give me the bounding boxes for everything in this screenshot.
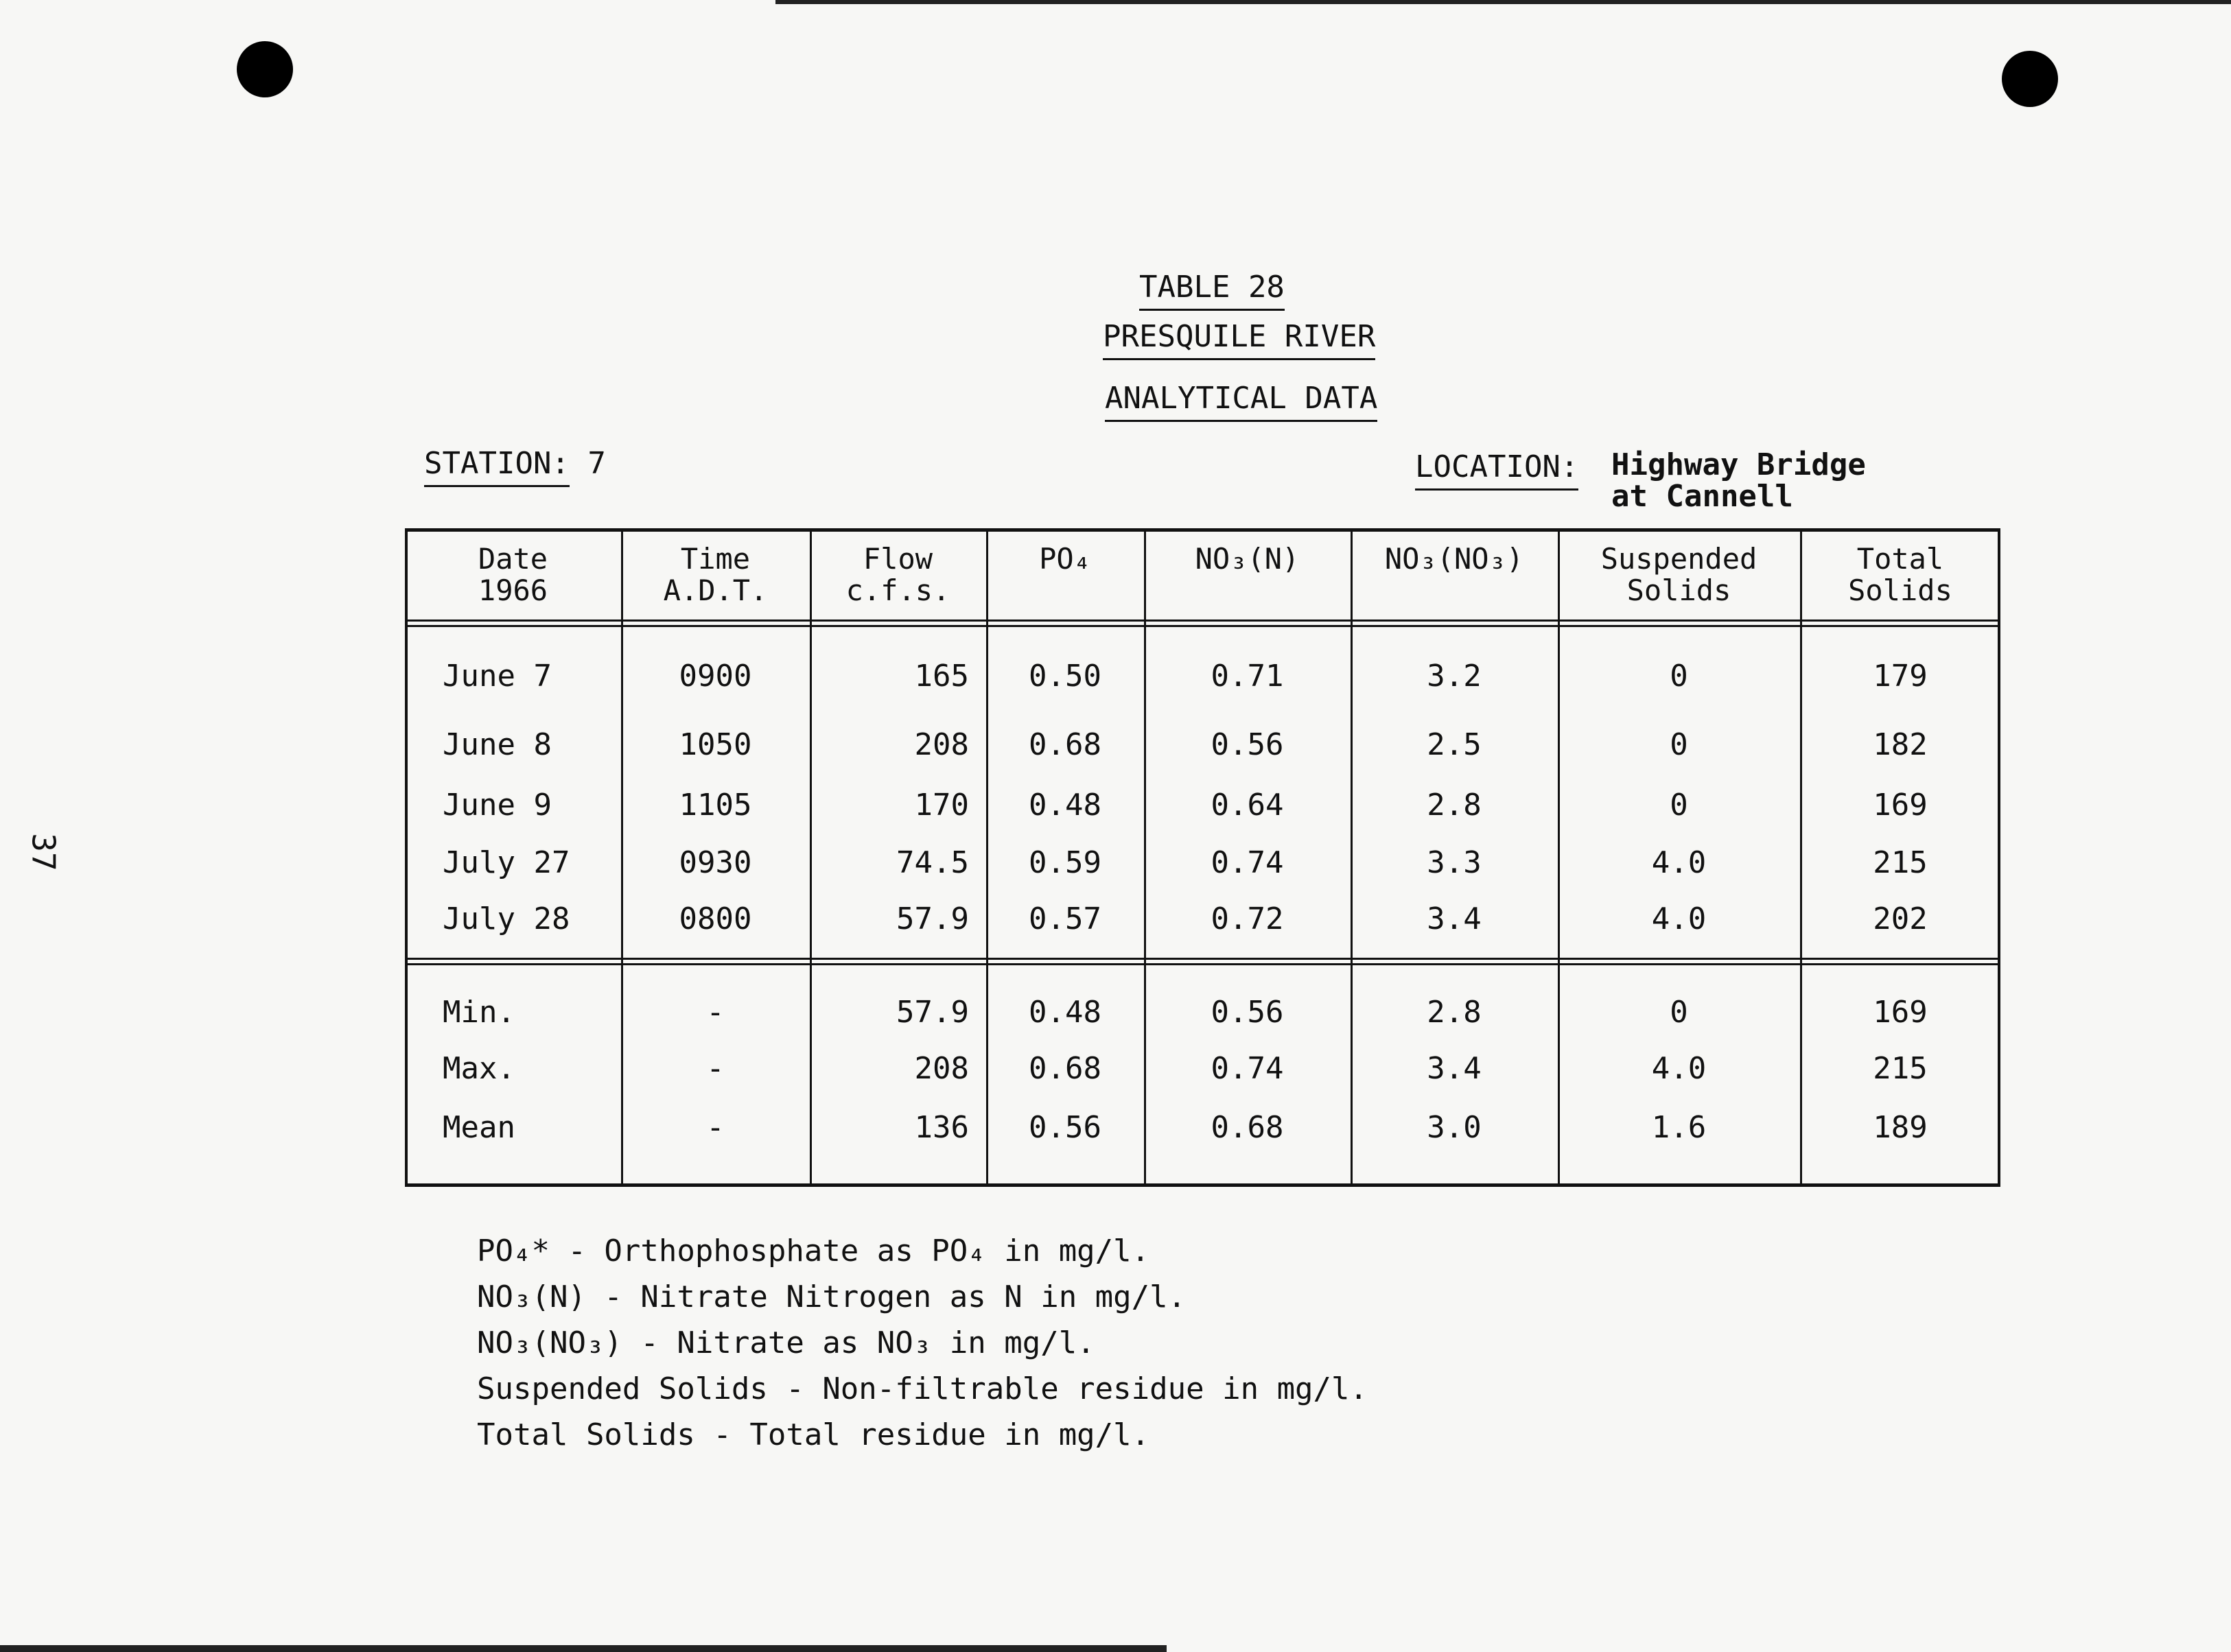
summary-cell-no3-n: 0.68 — [1211, 1110, 1284, 1145]
header-time: Time A.D.T. — [663, 542, 768, 607]
rows-cell-total-solids: 182 — [1873, 727, 1928, 762]
summary-cell-po4: 0.48 — [1029, 995, 1101, 1030]
page-edge-bottom — [0, 1645, 1167, 1652]
rows-cell-total-solids: 179 — [1873, 659, 1928, 694]
river-name — [1103, 319, 1375, 354]
table-number-text: TABLE 28 — [1139, 270, 1285, 311]
analytical-data-table — [405, 528, 2000, 1187]
punch-hole-right — [2002, 51, 2058, 107]
rows-cell-date: June 9 — [443, 788, 552, 823]
rows-cell-po4: 0.57 — [1029, 901, 1101, 936]
rows-cell-no3-n: 0.64 — [1211, 788, 1284, 823]
rows-cell-time: 1050 — [679, 727, 752, 762]
table-subtitle — [1105, 381, 1377, 416]
rows-cell-total-solids: 169 — [1873, 788, 1928, 823]
summary-rule-2 — [405, 963, 2000, 965]
rows-cell-po4: 0.50 — [1029, 659, 1101, 694]
table-border-top — [405, 528, 2000, 532]
footnote-line: NO₃(N) - Nitrate Nitrogen as N in mg/l. — [477, 1279, 1187, 1314]
summary-cell-total-solids: 169 — [1873, 995, 1928, 1030]
header-no3-no3: NO₃(NO₃) — [1384, 542, 1524, 576]
rows-cell-flow: 208 — [914, 727, 969, 762]
summary-cell-date: Min. — [443, 995, 515, 1030]
rows-cell-total-solids: 202 — [1873, 901, 1928, 936]
summary-cell-flow: 57.9 — [896, 995, 969, 1030]
footnote-line: Total Solids - Total residue in mg/l. — [477, 1417, 1150, 1452]
rows-cell-no3-no3: 3.2 — [1427, 659, 1482, 694]
summary-cell-suspended-solids: 4.0 — [1651, 1051, 1707, 1086]
summary-cell-total-solids: 189 — [1873, 1110, 1928, 1145]
location-label: LOCATION: — [1415, 449, 1578, 491]
rows-cell-no3-no3: 3.4 — [1427, 901, 1482, 936]
rows-cell-suspended-solids: 0 — [1670, 788, 1688, 823]
table-subtitle-text: ANALYTICAL DATA — [1105, 381, 1377, 422]
rows-cell-no3-n: 0.74 — [1211, 845, 1284, 880]
summary-cell-po4: 0.56 — [1029, 1110, 1101, 1145]
river-name-text: PRESQUILE RIVER — [1103, 319, 1375, 360]
station-field — [424, 446, 606, 481]
location-value: Highway Bridge at Cannell — [1611, 447, 1866, 514]
summary-cell-date: Mean — [443, 1110, 515, 1145]
summary-rule-1 — [405, 958, 2000, 960]
page-edge-top — [775, 0, 2231, 4]
summary-cell-suspended-solids: 0 — [1670, 995, 1688, 1030]
summary-cell-time: - — [706, 1051, 725, 1086]
summary-cell-date: Max. — [443, 1051, 515, 1086]
header-po4: PO₄ — [1039, 542, 1091, 576]
table-number — [1139, 270, 1285, 305]
summary-cell-no3-n: 0.56 — [1211, 995, 1284, 1030]
rows-cell-date: June 7 — [443, 659, 552, 694]
summary-cell-no3-no3: 3.0 — [1427, 1110, 1482, 1145]
summary-cell-flow: 136 — [914, 1110, 969, 1145]
station-value: 7 — [587, 446, 606, 481]
page-number: 37 — [25, 833, 62, 871]
rows-cell-time: 0900 — [679, 659, 752, 694]
rows-cell-time: 0800 — [679, 901, 752, 936]
rows-cell-suspended-solids: 4.0 — [1651, 845, 1707, 880]
footnote-line: Suspended Solids - Non-filtrable residue in mg/l. — [477, 1371, 1368, 1406]
rows-cell-po4: 0.59 — [1029, 845, 1101, 880]
rows-cell-date: July 28 — [443, 901, 570, 936]
header-no3-n: NO₃(N) — [1195, 542, 1300, 576]
rows-cell-no3-no3: 2.5 — [1427, 727, 1482, 762]
rows-cell-flow: 57.9 — [896, 901, 969, 936]
rows-cell-flow: 170 — [914, 788, 969, 823]
rows-cell-total-solids: 215 — [1873, 845, 1928, 880]
footnotes — [477, 1228, 1368, 1458]
header-date: Date 1966 — [478, 542, 548, 607]
rows-cell-suspended-solids: 4.0 — [1651, 901, 1707, 936]
summary-cell-total-solids: 215 — [1873, 1051, 1928, 1086]
summary-cell-no3-no3: 2.8 — [1427, 995, 1482, 1030]
summary-cell-no3-no3: 3.4 — [1427, 1051, 1482, 1086]
summary-cell-po4: 0.68 — [1029, 1051, 1101, 1086]
table-border-bottom — [405, 1183, 2000, 1187]
rows-cell-suspended-solids: 0 — [1670, 659, 1688, 694]
rows-cell-suspended-solids: 0 — [1670, 727, 1688, 762]
footnote-line: PO₄* - Orthophosphate as PO₄ in mg/l. — [477, 1234, 1150, 1268]
summary-cell-time: - — [706, 995, 725, 1030]
footnote-line: NO₃(NO₃) - Nitrate as NO₃ in mg/l. — [477, 1325, 1095, 1360]
header-flow: Flow c.f.s. — [845, 542, 950, 607]
rows-cell-no3-n: 0.71 — [1211, 659, 1284, 694]
rows-cell-po4: 0.68 — [1029, 727, 1101, 762]
rows-cell-date: July 27 — [443, 845, 570, 880]
rows-cell-no3-no3: 3.3 — [1427, 845, 1482, 880]
header-rule-2 — [405, 625, 2000, 627]
rows-cell-flow: 74.5 — [896, 845, 969, 880]
summary-cell-time: - — [706, 1110, 725, 1145]
rows-cell-flow: 165 — [914, 659, 969, 694]
summary-cell-no3-n: 0.74 — [1211, 1051, 1284, 1086]
header-rule-1 — [405, 620, 2000, 622]
header-total-solids: Total Solids — [1848, 542, 1952, 607]
station-label: STATION: — [424, 446, 570, 487]
header-suspended-solids: Suspended Solids — [1600, 542, 1757, 607]
rows-cell-no3-no3: 2.8 — [1427, 788, 1482, 823]
rows-cell-time: 1105 — [679, 788, 752, 823]
rows-cell-time: 0930 — [679, 845, 752, 880]
summary-cell-flow: 208 — [914, 1051, 969, 1086]
summary-cell-suspended-solids: 1.6 — [1651, 1110, 1707, 1145]
punch-hole-left — [237, 41, 293, 97]
rows-cell-no3-n: 0.56 — [1211, 727, 1284, 762]
location-field — [1415, 447, 1866, 514]
rows-cell-no3-n: 0.72 — [1211, 901, 1284, 936]
rows-cell-po4: 0.48 — [1029, 788, 1101, 823]
rows-cell-date: June 8 — [443, 727, 552, 762]
